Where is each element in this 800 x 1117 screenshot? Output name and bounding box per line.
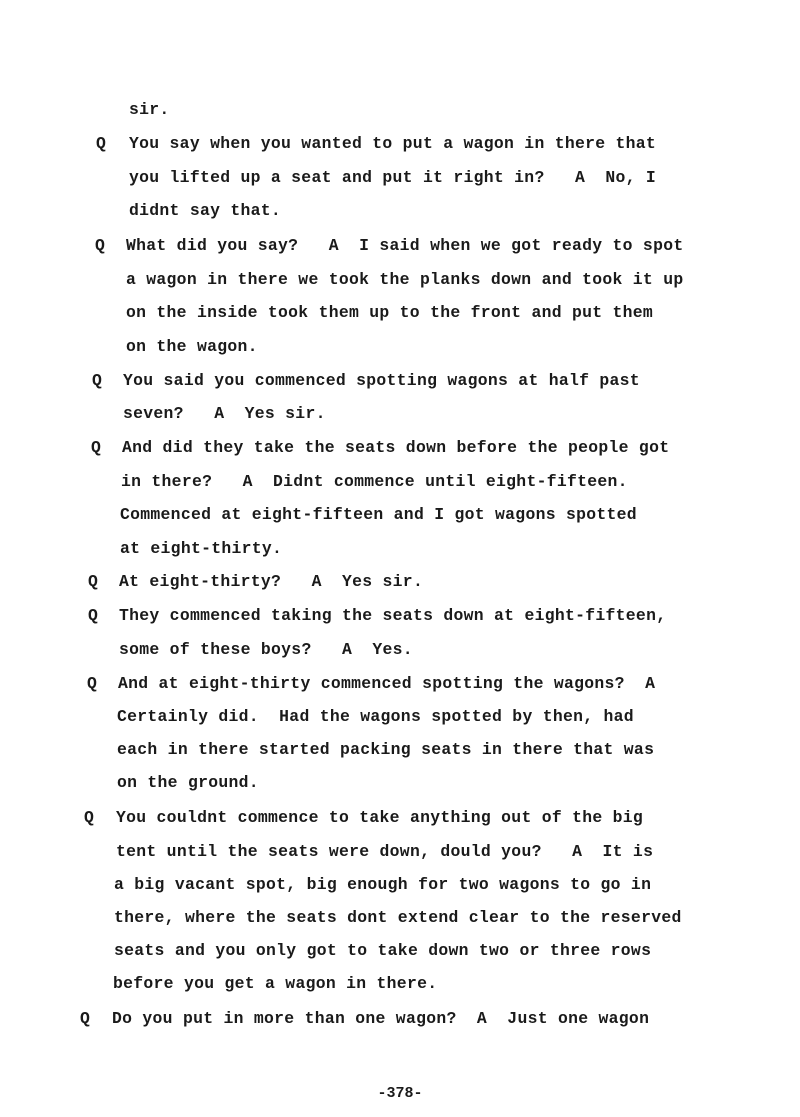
question-marker: Q <box>80 1009 90 1028</box>
question-marker: Q <box>92 371 102 390</box>
transcript-line: at eight-thirty. <box>120 539 283 558</box>
transcript-line: seven? A Yes sir. <box>123 404 326 423</box>
transcript-line: you lifted up a seat and put it right in? A No, I <box>129 168 657 187</box>
transcript-line: on the ground. <box>117 773 259 792</box>
transcript-line: You say when you wanted to put a wagon in there that <box>129 134 657 153</box>
transcript-line: You said you commenced spotting wagons at half past <box>123 371 640 390</box>
transcript-line: And at eight-thirty commenced spotting the wagons? A <box>118 674 656 693</box>
transcript-line: on the wagon. <box>126 337 258 356</box>
transcript-line: some of these boys? A Yes. <box>119 640 413 659</box>
transcript-line: And did they take the seats down before the people got <box>122 438 670 457</box>
transcript-line: They commenced taking the seats down at eight-fifteen, <box>119 606 667 625</box>
transcript-line: tent until the seats were down, dould you? A It is <box>116 842 654 861</box>
transcript-line: What did you say? A I said when we got ready to spot <box>126 236 684 255</box>
transcript-line: a wagon in there we took the planks down and took it up <box>126 270 684 289</box>
transcript-line: Certainly did. Had the wagons spotted by then, had <box>117 707 634 726</box>
transcript-line: there, where the seats dont extend clear to the reserved <box>114 908 682 927</box>
transcript-line: each in there started packing seats in there that was <box>117 740 655 759</box>
question-marker: Q <box>91 438 101 457</box>
question-marker: Q <box>96 134 106 153</box>
question-marker: Q <box>88 606 98 625</box>
transcript-line: didnt say that. <box>129 201 282 220</box>
page-number: -378- <box>377 1085 423 1102</box>
transcript-line: Do you put in more than one wagon? A Just one wagon <box>112 1009 650 1028</box>
transcript-line: You couldnt commence to take anything out of the big <box>116 808 644 827</box>
transcript-line: At eight-thirty? A Yes sir. <box>119 572 424 591</box>
question-marker: Q <box>95 236 105 255</box>
transcript-line: in there? A Didnt commence until eight-fifteen. <box>121 472 628 491</box>
question-marker: Q <box>84 808 94 827</box>
transcript-line: a big vacant spot, big enough for two wagons to go in <box>114 875 652 894</box>
question-marker: Q <box>88 572 98 591</box>
question-marker: Q <box>87 674 97 693</box>
transcript-line: sir. <box>129 100 170 119</box>
transcript-line: before you get a wagon in there. <box>113 974 438 993</box>
transcript-line: seats and you only got to take down two or three rows <box>114 941 652 960</box>
transcript-line: on the inside took them up to the front and put them <box>126 303 654 322</box>
transcript-line: Commenced at eight-fifteen and I got wagons spotted <box>120 505 637 524</box>
